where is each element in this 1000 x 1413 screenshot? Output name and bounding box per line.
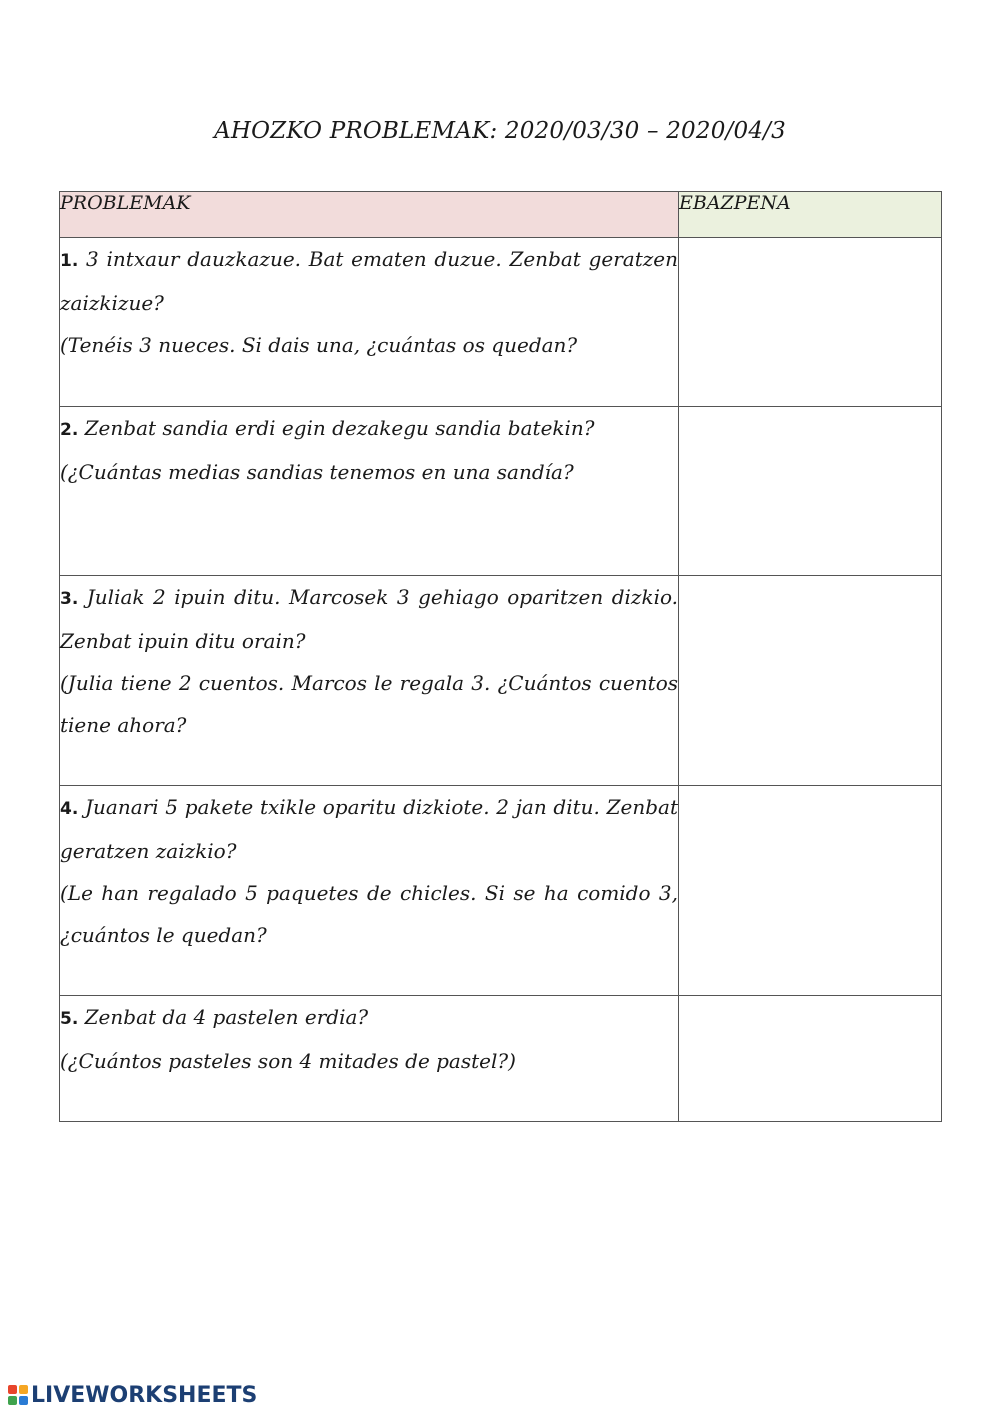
problem-basque-text: 4. Juanari 5 pakete txikle oparitu dizkiote. 2 jan ditu. Zenbat geratzen zaizkio? xyxy=(60,795,678,863)
table-row xyxy=(60,576,942,786)
problem-spanish-text: (¿Cuántas medias sandias tenemos en una sandía? xyxy=(60,460,574,484)
problems-column-header: PROBLEMAK xyxy=(60,192,679,238)
problem-cell xyxy=(60,238,679,407)
answer-cell[interactable] xyxy=(679,238,942,407)
problem-basque-text: 2. Zenbat sandia erdi egin dezakegu sandia batekin? xyxy=(60,416,595,440)
logo-square xyxy=(19,1396,28,1405)
logo-square xyxy=(8,1396,17,1405)
logo-text: LIVEWORKSHEETS xyxy=(31,1382,258,1408)
problem-number: 4. xyxy=(60,799,79,819)
problem-cell xyxy=(60,996,679,1122)
problem-cell xyxy=(60,407,679,576)
problem-basque-text: 5. Zenbat da 4 pastelen erdia? xyxy=(60,1005,369,1029)
problem-spanish-text: (¿Cuántos pasteles son 4 mitades de pastel?) xyxy=(60,1049,516,1073)
problem-basque-text: 1. 3 intxaur dauzkazue. Bat ematen duzue. Zenbat geratzen zaizkizue? xyxy=(60,247,678,315)
answer-cell[interactable] xyxy=(679,996,942,1122)
problem-spanish-text: (Tenéis 3 nueces. Si dais una, ¿cuántas os quedan? xyxy=(60,333,578,357)
logo-square xyxy=(19,1385,28,1394)
problem-number: 2. xyxy=(60,420,79,440)
problem-number: 1. xyxy=(60,251,79,271)
table-row xyxy=(60,996,942,1122)
liveworksheets-logo-icon xyxy=(8,1385,28,1405)
table-header-row xyxy=(60,192,942,238)
table-row xyxy=(60,407,942,576)
solution-column-header: EBAZPENA xyxy=(679,192,942,238)
answer-cell[interactable] xyxy=(679,576,942,786)
answer-cell[interactable] xyxy=(679,786,942,996)
problem-number: 3. xyxy=(60,589,79,609)
answer-cell[interactable] xyxy=(679,407,942,576)
problem-number: 5. xyxy=(60,1009,79,1029)
problem-cell xyxy=(60,786,679,996)
problems-table xyxy=(59,191,942,1122)
problem-basque-text: 3. Juliak 2 ipuin ditu. Marcosek 3 gehiago oparitzen dizkio. Zenbat ipuin ditu orain? xyxy=(60,585,679,653)
table-row xyxy=(60,786,942,996)
table-row xyxy=(60,238,942,407)
problem-cell xyxy=(60,576,679,786)
problem-spanish-text: (Le han regalado 5 paquetes de chicles. Si se ha comido 3, ¿cuántos le quedan? xyxy=(60,881,678,947)
problem-spanish-text: (Julia tiene 2 cuentos. Marcos le regala 3. ¿Cuántos cuentos tiene ahora? xyxy=(60,671,678,737)
liveworksheets-logo[interactable] xyxy=(8,1382,257,1408)
page-title: AHOZKO PROBLEMAK: 2020/03/30 – 2020/04/3 xyxy=(214,118,786,144)
logo-square xyxy=(8,1385,17,1394)
